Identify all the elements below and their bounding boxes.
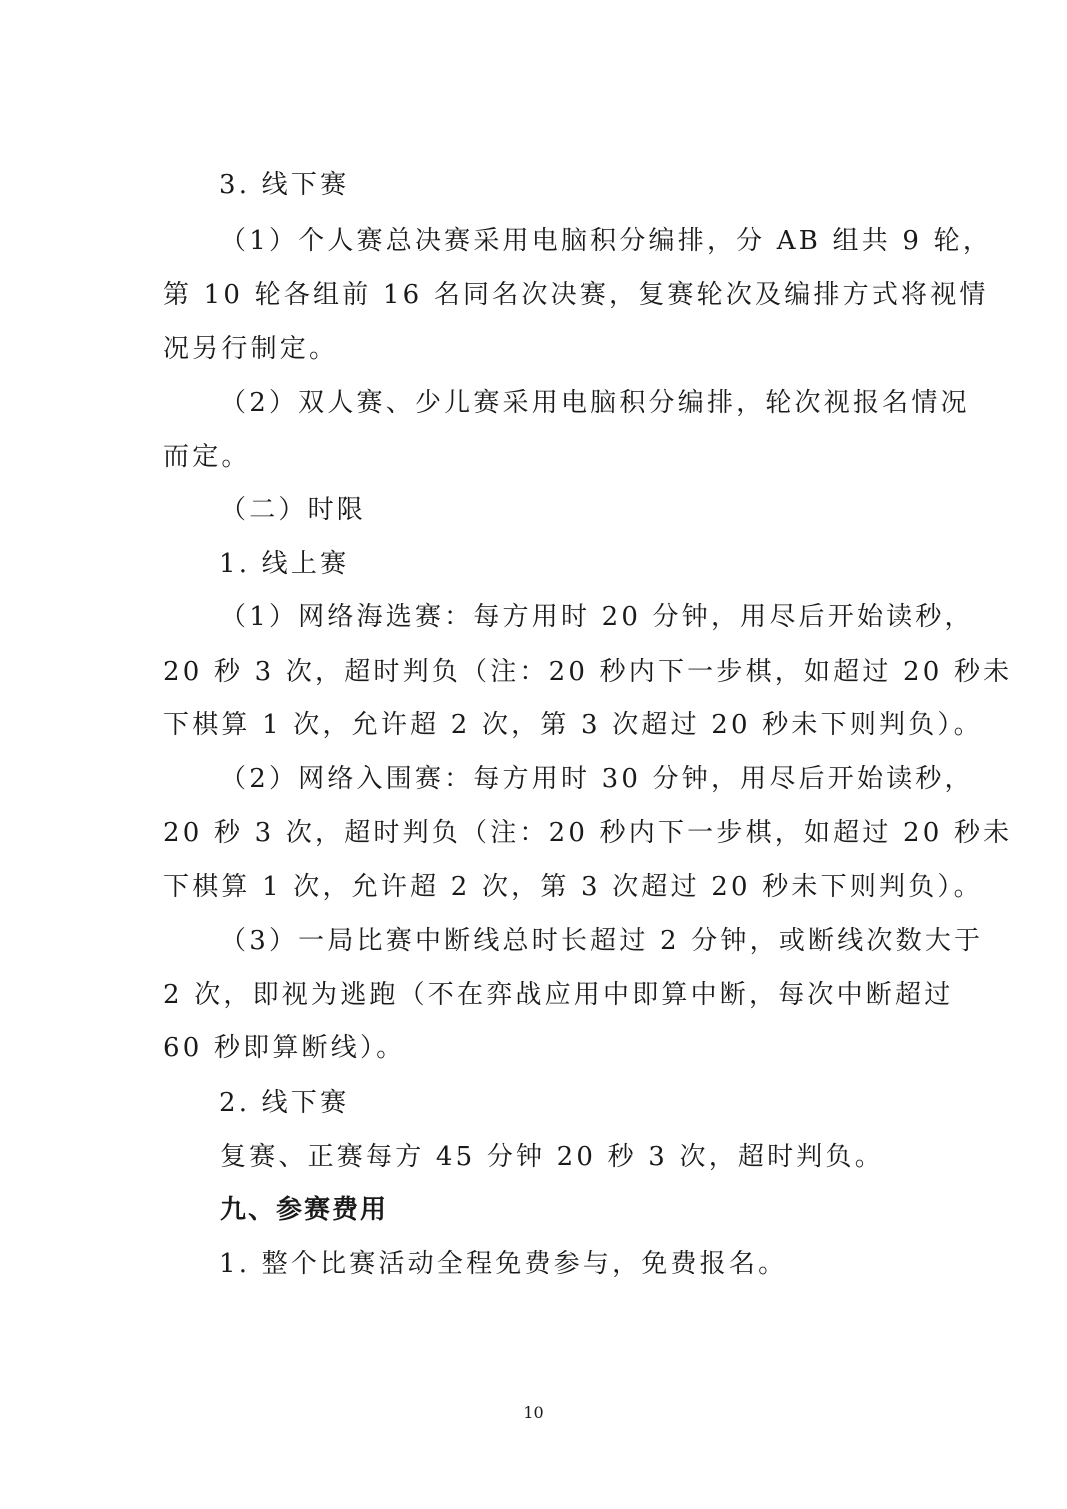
paragraph-line: 况另行制定。 (163, 334, 339, 364)
paragraph-line: （1）个人赛总决赛采用电脑积分编排，分 AB 组共 9 轮， (220, 226, 993, 256)
paragraph-line: （3）一局比赛中断线总时长超过 2 分钟，或断线次数大于 (220, 926, 984, 956)
paragraph-line: 60 秒即算断线）。 (163, 1033, 406, 1063)
paragraph-line: 第 10 轮各组前 16 名同名次决赛，复赛轮次及编排方式将视情 (163, 280, 989, 310)
paragraph-line: 20 秒 3 次，超时判负（注：20 秒内下一步棋，如超过 20 秒未 (163, 657, 1013, 687)
paragraph-line: （2）网络入围赛：每方用时 30 分钟，用尽后开始读秒， (220, 764, 974, 794)
section-heading-online-match: 1. 线上赛 (219, 549, 350, 579)
paragraph-line: 下棋算 1 次，允许超 2 次，第 3 次超过 20 秒未下则判负）。 (163, 710, 983, 740)
paragraph-line: 复赛、正赛每方 45 分钟 20 秒 3 次，超时判负。 (220, 1142, 884, 1172)
section-heading-offline-match: 3. 线下赛 (219, 170, 350, 200)
paragraph-line: 20 秒 3 次，超时判负（注：20 秒内下一步棋，如超过 20 秒未 (163, 818, 1013, 848)
paragraph-line: 而定。 (163, 442, 251, 472)
section-heading-time-limit: （二）时限 (220, 495, 367, 525)
page-number: 10 (523, 1403, 544, 1422)
section-heading-offline-match-2: 2. 线下赛 (219, 1088, 350, 1118)
paragraph-line: 下棋算 1 次，允许超 2 次，第 3 次超过 20 秒未下则判负）。 (163, 872, 983, 902)
section-heading-fees: 九、参赛费用 (220, 1195, 389, 1225)
paragraph-line: 2 次，即视为逃跑（不在弈战应用中即算中断，每次中断超过 (163, 980, 954, 1010)
paragraph-line: （2）双人赛、少儿赛采用电脑积分编排，轮次视报名情况 (220, 388, 970, 418)
paragraph-line: 1. 整个比赛活动全程免费参与，免费报名。 (219, 1249, 788, 1279)
paragraph-line: （1）网络海选赛：每方用时 20 分钟，用尽后开始读秒， (220, 602, 974, 632)
